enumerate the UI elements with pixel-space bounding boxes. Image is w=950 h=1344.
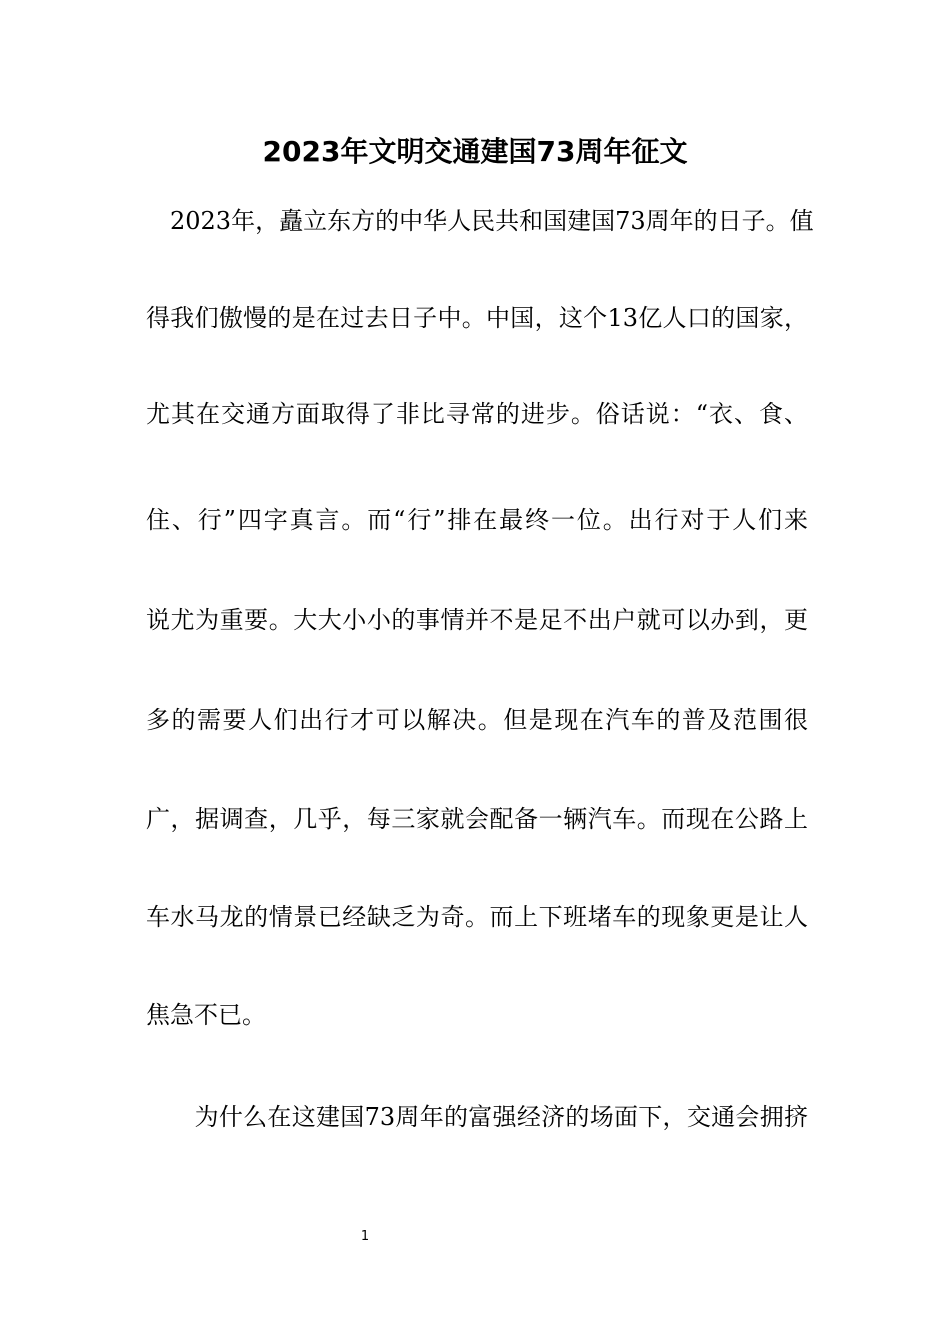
paragraph-line: 2023年，矗立东方的中华人民共和国建国73周年的日子。值 [146, 207, 814, 235]
paragraph-line: 为什么在这建国73周年的富强经济的场面下，交通会拥挤 [146, 1103, 808, 1131]
paragraph-line: 车水马龙的情景已经缺乏为奇。而上下班堵车的现象更是让人 [146, 903, 808, 931]
paragraph-line: 焦急不已。 [146, 1001, 266, 1029]
paragraph-line: 尤其在交通方面取得了非比寻常的进步。俗话说：“衣、食、 [146, 400, 808, 428]
paragraph-line: 多的需要人们出行才可以解决。但是现在汽车的普及范围很 [146, 706, 808, 734]
page-number: 1 [360, 1229, 370, 1244]
paragraph-line: 广，据调查，几乎，每三家就会配备一辆汽车。而现在公路上 [146, 805, 808, 833]
paragraph-line: 得我们傲慢的是在过去日子中。中国，这个13亿人口的国家， [146, 304, 808, 332]
paragraph-line: 说尤为重要。大大小小的事情并不是足不出户就可以办到，更 [146, 606, 808, 634]
page-title: 2023年文明交通建国73周年征文 [262, 135, 688, 168]
paragraph-line: 住、行”四字真言。而“行”排在最终一位。出行对于人们来 [146, 506, 808, 534]
